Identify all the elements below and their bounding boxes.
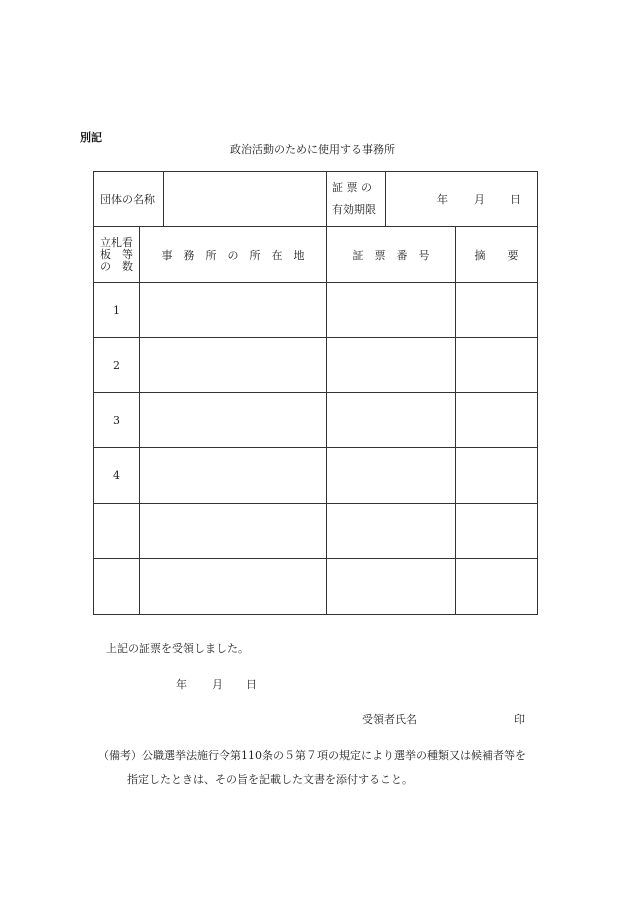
row-address-cell[interactable]	[140, 338, 327, 393]
row-remarks-cell[interactable]	[456, 448, 538, 504]
appendix-label: 別記	[80, 131, 102, 144]
row-remarks-cell[interactable]	[456, 559, 538, 615]
remarks-note-line1	[98, 747, 526, 763]
table-row	[94, 448, 538, 504]
validity-year-label: 年	[437, 193, 448, 206]
row-count-cell	[94, 504, 140, 559]
row-address-cell[interactable]	[140, 283, 327, 338]
row-count-cell: 1	[94, 283, 140, 338]
row-address-cell[interactable]	[140, 559, 327, 615]
receipt-day-label: 日	[246, 678, 257, 691]
remarks-text-line2: 指定したときは、その旨を記載した文書を添付すること。	[127, 773, 413, 786]
receipt-year-label: 年	[176, 678, 187, 691]
col-count-line3: の 数	[100, 259, 133, 273]
table-row	[94, 338, 538, 393]
table-row	[94, 393, 538, 448]
col-remarks-header: 摘 要	[456, 227, 538, 283]
row-count-cell: 2	[94, 338, 140, 393]
receipt-month-label: 月	[212, 678, 223, 691]
row-address-cell[interactable]	[140, 448, 327, 504]
row-count-cell: 3	[94, 393, 140, 448]
validity-label-line1: 証 票 の	[332, 181, 372, 194]
remarks-text-line1: 公職選挙法施行令第110条の５第７項の規定により選挙の種類又は候補者等を	[142, 749, 526, 762]
validity-label	[327, 172, 386, 227]
validity-day-label: 日	[510, 193, 521, 206]
row-cert-number-cell[interactable]	[327, 338, 456, 393]
row-cert-number-cell[interactable]	[327, 448, 456, 504]
receipt-statement: 上記の証票を受領しました。	[106, 642, 249, 655]
row-cert-number-cell[interactable]	[327, 283, 456, 338]
row-remarks-cell[interactable]	[456, 338, 538, 393]
row-cert-number-cell[interactable]	[327, 393, 456, 448]
row-address-cell[interactable]	[140, 393, 327, 448]
remarks-prefix: （備考）	[98, 749, 142, 762]
recipient-name-label: 受領者氏名	[362, 713, 417, 726]
document-title: 政治活動のために使用する事務所	[230, 143, 395, 156]
table-row	[94, 504, 538, 559]
row-cert-number-cell[interactable]	[327, 559, 456, 615]
column-header-row	[94, 227, 538, 283]
col-address-header: 事 務 所 の 所 在 地	[140, 227, 327, 283]
registration-form-table	[93, 171, 538, 615]
validity-date-field[interactable]	[386, 172, 538, 227]
row-count-cell	[94, 559, 140, 615]
row-address-cell[interactable]	[140, 504, 327, 559]
col-count-line1: 立札看	[100, 235, 133, 249]
seal-label: 印	[514, 713, 525, 726]
row-remarks-cell[interactable]	[456, 283, 538, 338]
org-name-row	[94, 172, 538, 227]
col-count-header	[94, 227, 140, 283]
validity-month-label: 月	[474, 193, 485, 206]
org-name-field[interactable]	[164, 172, 327, 227]
row-remarks-cell[interactable]	[456, 393, 538, 448]
table-row	[94, 283, 538, 338]
table-row	[94, 559, 538, 615]
org-name-label: 団体の名称	[94, 172, 164, 227]
validity-label-line2: 有効期限	[332, 203, 376, 216]
col-count-line2: 板 等	[100, 247, 133, 261]
row-count-cell: 4	[94, 448, 140, 504]
row-cert-number-cell[interactable]	[327, 504, 456, 559]
col-cert-number-header: 証 票 番 号	[327, 227, 456, 283]
row-remarks-cell[interactable]	[456, 504, 538, 559]
